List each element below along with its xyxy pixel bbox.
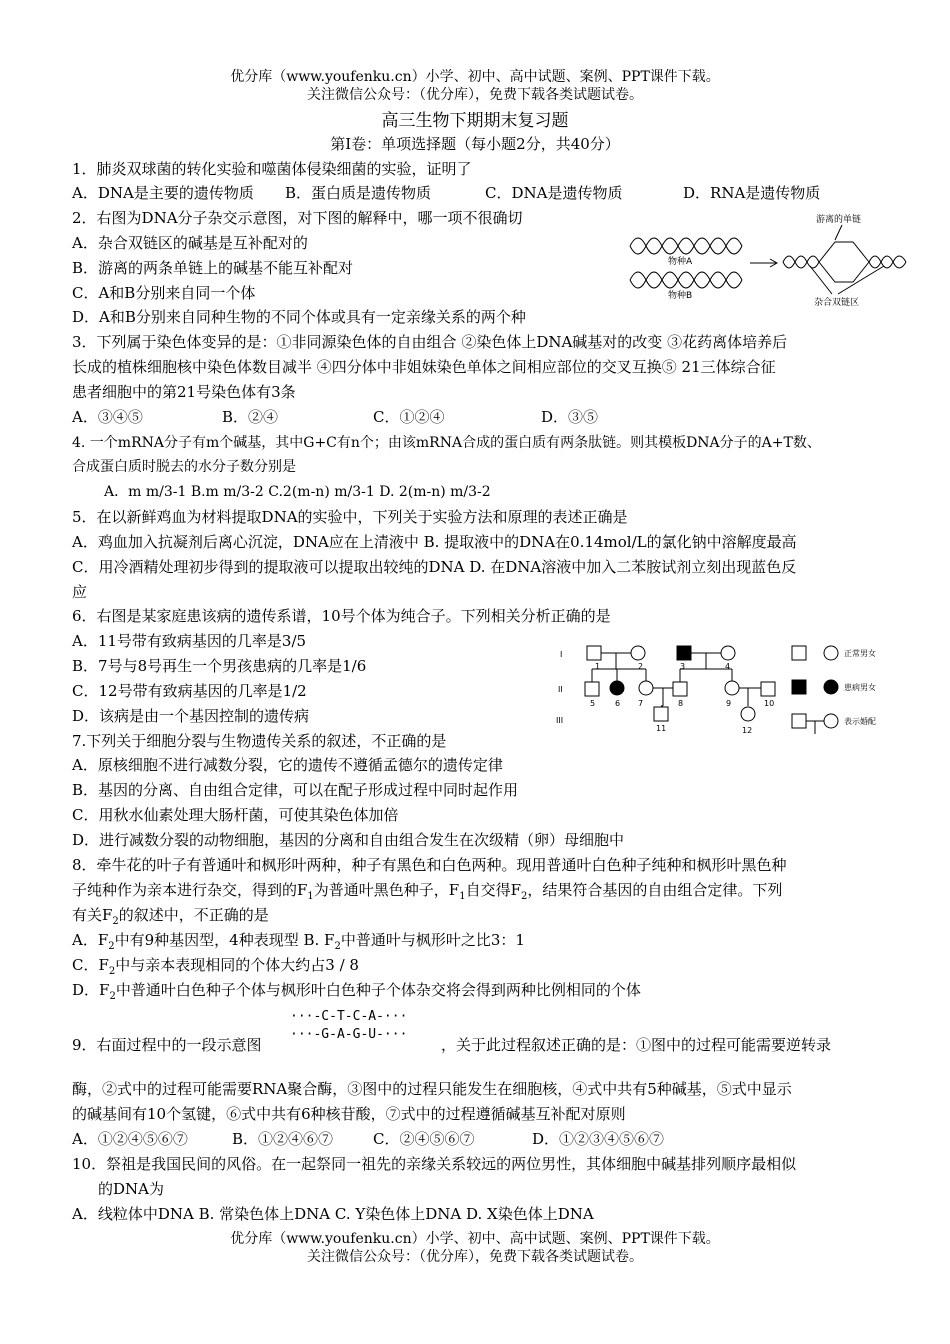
label-3: 3 <box>680 662 686 671</box>
individual-9-female-normal <box>725 681 739 695</box>
q1-option-b: B．蛋白质是遗传物质 <box>285 184 432 202</box>
q3-option-d: D．③⑤ <box>541 408 599 426</box>
q8-line-3: 有关$F_2$的叙述中，不正确的是 <box>72 906 269 927</box>
label-4: 4 <box>725 662 731 671</box>
q5-options-cd-cont: 应 <box>72 583 88 601</box>
generation-I-label: I <box>560 650 563 659</box>
hybrid-right-helix-1 <box>869 256 906 268</box>
free-strand-lower <box>819 262 869 282</box>
q8-option-d: D．$F_2$中普通叶白色种子个体与枫形叶白色种子个体杂交将会得到两种比例相同的个体 <box>72 981 641 1002</box>
q3-option-a: A．③④⑤ <box>72 408 143 426</box>
q9-option-d: D．①②③④⑤⑥⑦ <box>532 1130 665 1148</box>
q8-options-ab: A．$F_2$中有9种基因型，4种表现型 B. $F_2$中普通叶与枫形叶之比3：1 <box>72 931 525 952</box>
legend-female-affected <box>824 680 838 694</box>
q8-line-1: 8．牵牛花的叶子有普通叶和枫形叶两种，种子有黑色和白色两种。现用普通叶白色种子纯种和枫形叶黑色种 <box>72 856 787 874</box>
hybrid-left-helix-2 <box>783 256 819 268</box>
legend-marriage-label: 表示婚配 <box>844 717 876 726</box>
q9-option-b: B．①②④⑥⑦ <box>232 1130 334 1148</box>
q8-line-2: 子纯种作为亲本进行杂交，得到的$F_1$为普通叶黑色种子，$F_1$自交得$F_2$，结果符合基因的自由组合定律。下列 <box>72 881 783 902</box>
q10-options: A．线粒体中DNA B. 常染色体上DNA C. Y染色体上DNA D. X染色体上DNA <box>72 1205 594 1223</box>
q2-option-d: D．A和B分别来自同种生物的不同个体或具有一定亲缘关系的两个种 <box>72 308 526 326</box>
q9-option-a: A．①②④⑤⑥⑦ <box>72 1130 188 1148</box>
header-line-2: 关注微信公众号：（优分库），免费下载各类试题试卷。 <box>307 87 643 103</box>
individual-12-female-normal <box>741 707 755 721</box>
label-11: 11 <box>656 724 667 733</box>
section-heading: 第Ⅰ卷：单项选择题（每小题2分，共40分） <box>330 135 620 153</box>
page-title: 高三生物下期期末复习题 <box>381 111 569 131</box>
label-1: 1 <box>595 662 601 671</box>
individual-3-male-affected <box>677 646 691 660</box>
q9-pre: 9．右面过程中的一段示意图 <box>72 1036 262 1054</box>
q10-line-2: 的DNA为 <box>98 1180 164 1198</box>
q6-option-b: B．7号与8号再生一个男孩患病的几率是1/6 <box>72 657 367 675</box>
label-6: 6 <box>615 699 621 708</box>
hybrid-left-helix-1 <box>783 256 819 268</box>
dna-hybridization-figure <box>628 208 910 310</box>
q2-option-c: C．A和B分别来自同一个体 <box>72 284 256 302</box>
q9-line-2: 酶，②式中的过程可能需要RNA聚合酶，③图中的过程只能发生在细胞核，④式中共有5种碱基，⑤式中显示 <box>72 1080 792 1098</box>
individual-2-female-normal <box>631 646 645 660</box>
q6-option-c: C．12号带有致病基因的几率是1/2 <box>72 682 307 700</box>
generation-III-label: III <box>556 716 564 725</box>
q3-line-3: 患者细胞中的第21号染色体有3条 <box>72 383 296 401</box>
individual-5-male-normal <box>585 682 599 696</box>
label-5: 5 <box>590 699 596 708</box>
q5-options-cd: C．用冷酒精处理初步得到的提取液可以提取出较纯的DNA D. 在DNA溶液中加入二苯胺试剂立刻出现蓝色反 <box>72 558 797 576</box>
q7-option-b: B．基因的分离、自由组合定律，可以在配子形成过程中同时起作用 <box>72 781 519 799</box>
legend-normal-label: 正常男女 <box>844 649 876 658</box>
q9-sequence-bottom: ···-G-A-G-U-··· <box>290 1027 408 1042</box>
individual-11-male-normal <box>654 707 668 721</box>
legend-marriage-female <box>824 714 838 728</box>
q4-line-1: 4. 一个mRNA分子有m个碱基，其中G+C有n个；由该mRNA合成的蛋白质有两条肽链。则其模板DNA分子的A+T数、 <box>72 435 821 451</box>
q5-stem: 5．在以新鲜鸡血为材料提取DNA的实验中，下列关于实验方法和原理的表述正确是 <box>72 508 628 526</box>
q7-option-d: D．进行减数分裂的动物细胞，基因的分离和自由组合发生在次级精（卵）母细胞中 <box>72 831 625 849</box>
header-line-1: 优分库（www.youfenku.cn）小学、初中、高中试题、案例、PPT课件下载。 <box>230 69 720 85</box>
q1-stem: 1．肺炎双球菌的转化实验和噬菌体侵染细菌的实验，证明了 <box>72 160 472 178</box>
individual-6-female-affected <box>610 681 624 695</box>
q9-post: ，关于此过程叙述正确的是：①图中的过程可能需要逆转录 <box>441 1036 832 1054</box>
free-strand-pointer <box>835 225 842 240</box>
q2-option-a: A．杂合双链区的碱基是互补配对的 <box>72 234 308 252</box>
species-b-strand-2 <box>630 272 742 288</box>
q4-line-2: 合成蛋白质时脱去的水分子数分别是 <box>72 459 296 475</box>
hybrid-pointer-right <box>838 266 884 294</box>
individual-1-male-normal <box>587 646 601 660</box>
species-b-label: 物种B <box>668 291 693 301</box>
free-strand-upper <box>819 242 869 262</box>
individual-7-female-normal <box>639 681 653 695</box>
q10-line-1: 10．祭祖是我国民间的风俗。在一起祭同一祖先的亲缘关系较远的两位男性，其体细胞中碱基排列顺序最相似 <box>72 1155 797 1173</box>
q7-option-c: C．用秋水仙素处理大肠杆菌，可使其染色体加倍 <box>72 806 399 824</box>
label-12: 12 <box>742 726 753 735</box>
q6-stem: 6．右图是某家庭患该病的遗传系谱，10号个体为纯合子。下列相关分析正确的是 <box>72 607 611 625</box>
hybrid-pointer-left <box>810 266 832 294</box>
q8-option-c: C．$F_2$中与亲本表现相同的个体大约占3 / 8 <box>72 956 359 977</box>
individual-10-male-normal <box>761 682 775 696</box>
q9-option-c: C．②④⑤⑥⑦ <box>373 1130 475 1148</box>
q3-option-c: C．①②④ <box>373 408 445 426</box>
label-10: 10 <box>764 699 775 708</box>
label-2: 2 <box>638 662 644 671</box>
species-a-label: 物种A <box>668 257 693 267</box>
species-a-strand-1 <box>630 238 742 254</box>
q7-stem: 7.下列关于细胞分裂与生物遗传关系的叙述，不正确的是 <box>72 732 447 750</box>
q3-option-b: B．②④ <box>222 408 279 426</box>
q9-line-3: 的碱基间有10个氢键，⑥式中共有6种核苷酸，⑦式中的过程遵循碱基互补配对原则 <box>72 1105 626 1123</box>
individual-8-male-normal <box>673 682 687 696</box>
q4-options: A．m m/3-1 B.m m/3-2 C.2(m-n) m/3-1 D. 2(m-n) m/3-2 <box>104 484 491 500</box>
q6-option-a: A．11号带有致病基因的几率是3/5 <box>72 632 307 650</box>
legend-female-normal <box>824 646 838 660</box>
q3-line-1: 3．下列属于染色体变异的是：①非同源染色体的自由组合 ②染色体上DNA碱基对的改变 ③花药离体培养后 <box>72 333 788 351</box>
q9-sequence-top: ···-C-T-C-A-··· <box>290 1009 408 1024</box>
q2-option-b: B．游离的两条单链上的碱基不能互补配对 <box>72 259 354 277</box>
label-9: 9 <box>726 699 732 708</box>
legend-affected-label: 患病男女 <box>844 683 876 692</box>
legend-marriage-male <box>792 714 806 728</box>
pedigree-chart <box>552 640 902 740</box>
hybrid-region-label: 杂合双链区 <box>814 298 860 308</box>
free-strand-label: 游离的单链 <box>816 215 862 225</box>
individual-4-female-normal <box>721 646 735 660</box>
q3-line-2: 长成的植株细胞核中染色体数目减半 ④四分体中非姐妹染色单体之间相应部位的交叉互换⑤ 21三体综合征 <box>72 358 776 376</box>
legend-male-affected <box>792 680 806 694</box>
footer-line-1: 优分库（www.youfenku.cn）小学、初中、高中试题、案例、PPT课件下载。 <box>230 1231 720 1247</box>
species-a-strand-2 <box>630 238 742 254</box>
q2-stem: 2．右图为DNA分子杂交示意图，对下图的解释中，哪一项不很确切 <box>72 209 523 227</box>
species-b-strand-1 <box>630 272 742 288</box>
label-8: 8 <box>678 699 684 708</box>
legend-male-normal <box>792 646 806 660</box>
q1-option-d: D．RNA是遗传物质 <box>683 184 821 202</box>
footer-line-2: 关注微信公众号：（优分库），免费下载各类试题试卷。 <box>307 1249 643 1265</box>
label-7: 7 <box>638 699 644 708</box>
q1-option-a: A．DNA是主要的遗传物质 <box>72 184 254 202</box>
generation-II-label: II <box>558 685 563 694</box>
q7-option-a: A．原核细胞不进行减数分裂，它的遗传不遵循孟德尔的遗传定律 <box>72 756 503 774</box>
q1-option-c: C．DNA是遗传物质 <box>485 184 623 202</box>
hybrid-right-helix-2 <box>869 256 906 268</box>
q5-options-ab: A．鸡血加入抗凝剂后离心沉淀，DNA应在上清液中 B. 提取液中的DNA在0.14mol/L的氯化钠中溶解度最高 <box>72 533 797 551</box>
q6-option-d: D．该病是由一个基因控制的遗传病 <box>72 707 310 725</box>
